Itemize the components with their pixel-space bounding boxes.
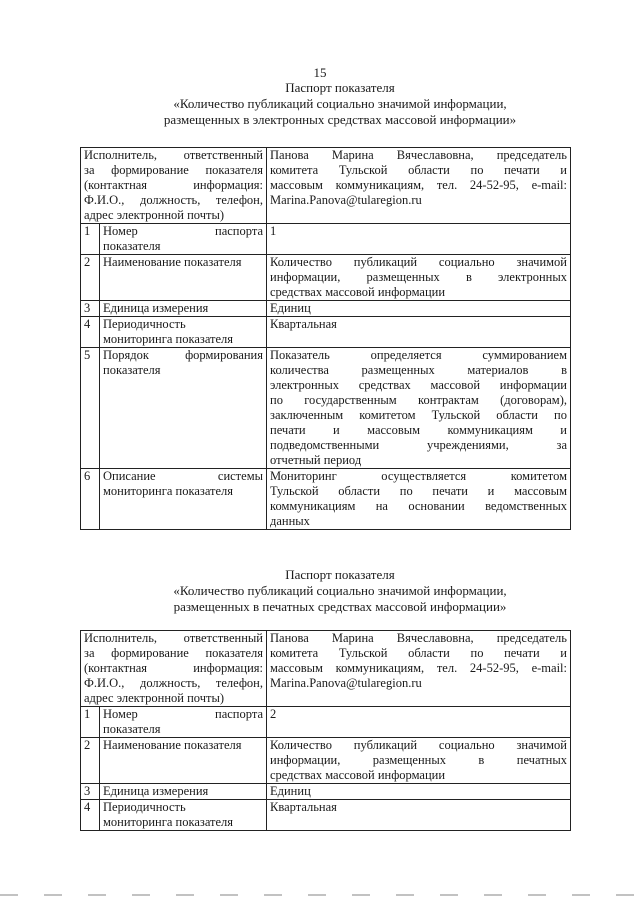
executor-value-cell: Панова Марина Вячеславовна, председатель комитета Тульской области по печати и массовым коммуникациям, тел. 24-52-95, e-mail: Marina.Panova@tularegion.ru — [267, 148, 571, 224]
row-label: Единица измерения — [100, 301, 267, 317]
page-number: 15 — [313, 65, 327, 80]
heading-line: «Количество публикаций социально значимой информации, — [173, 96, 507, 111]
row-value: Квартальная — [267, 800, 571, 831]
row-number: 3 — [81, 301, 100, 317]
row-label: Номер паспорта показателя — [100, 224, 267, 255]
heading-line: Паспорт показателя — [285, 567, 395, 582]
passport-heading-2 — [80, 567, 600, 615]
row-number: 1 — [81, 707, 100, 738]
executor-label-cell: Исполнитель, ответственный за формирование показателя (контактная информация: Ф.И.О., должность, телефон, адрес электронной почты) — [81, 148, 267, 224]
row-number: 2 — [81, 255, 100, 301]
table-row — [81, 224, 571, 255]
row-number: 4 — [81, 317, 100, 348]
row-value: 1 — [267, 224, 571, 255]
table-row-executor — [81, 148, 571, 224]
row-value: Единиц — [267, 301, 571, 317]
row-label: Номер паспорта показателя — [100, 707, 267, 738]
row-value: Мониторинг осуществляется комитетом Тульской области по печати и массовым коммуникациям на основании ведомственных данных — [267, 469, 571, 530]
row-number: 6 — [81, 469, 100, 530]
row-value: Единиц — [267, 784, 571, 800]
table-row — [81, 738, 571, 784]
table-row — [81, 348, 571, 469]
row-number: 3 — [81, 784, 100, 800]
row-label: Наименование показателя — [100, 738, 267, 784]
executor-label-cell: Исполнитель, ответственный за формирование показателя (контактная информация: Ф.И.О., должность, телефон, адрес электронной почты) — [81, 631, 267, 707]
table-row — [81, 800, 571, 831]
row-value: 2 — [267, 707, 571, 738]
row-label: Периодичность мониторинга показателя — [100, 317, 267, 348]
heading-line: размещенных в печатных средствах массовой информации» — [173, 599, 507, 614]
row-number: 1 — [81, 224, 100, 255]
table-row — [81, 255, 571, 301]
row-label: Наименование показателя — [100, 255, 267, 301]
passport-table-1 — [80, 147, 571, 530]
row-number: 4 — [81, 800, 100, 831]
heading-line: «Количество публикаций социально значимой информации, — [173, 583, 507, 598]
executor-value-cell: Панова Марина Вячеславовна, председатель комитета Тульской области по печати и массовым коммуникациям, тел. 24-52-95, e-mail: Marina.Panova@tularegion.ru — [267, 631, 571, 707]
table-row — [81, 784, 571, 800]
row-number: 2 — [81, 738, 100, 784]
row-label: Порядок формирования показателя — [100, 348, 267, 469]
table-row — [81, 707, 571, 738]
row-label: Периодичность мониторинга показателя — [100, 800, 267, 831]
table-row — [81, 301, 571, 317]
scan-edge-marks — [0, 894, 640, 896]
table-row — [81, 469, 571, 530]
passport-table-2 — [80, 630, 571, 831]
row-value: Количество публикаций социально значимой информации, размещенных в электронных средствах массовой информации — [267, 255, 571, 301]
table-row-executor — [81, 631, 571, 707]
row-number: 5 — [81, 348, 100, 469]
row-value: Количество публикаций социально значимой информации, размещенных в печатных средствах массовой информации — [267, 738, 571, 784]
row-label: Единица измерения — [100, 784, 267, 800]
heading-line: размещенных в электронных средствах массовой информации» — [163, 112, 517, 127]
row-label: Описание системы мониторинга показателя — [100, 469, 267, 530]
table-row — [81, 317, 571, 348]
passport-heading-1 — [80, 80, 600, 128]
heading-line: Паспорт показателя — [285, 80, 395, 95]
row-value: Показатель определяется суммированием количества размещенных материалов в электронных средствах массовой информации по государственным контрактам (договорам), заключенным комитетом Тульской области по печати и массовым коммуникациям и подведомственными учреждениями, за отчетный период — [267, 348, 571, 469]
row-value: Квартальная — [267, 317, 571, 348]
